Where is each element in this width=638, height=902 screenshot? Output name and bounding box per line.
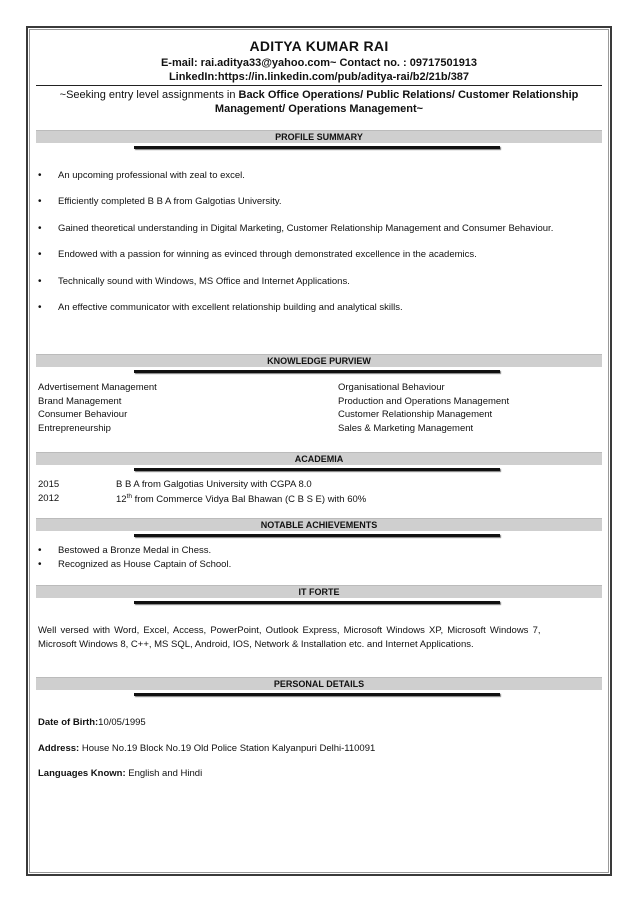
knowledge-item: Entrepreneurship (38, 422, 111, 434)
section-underline (134, 146, 500, 149)
contact-line: E-mail: rai.aditya33@yahoo.com~ Contact no. : 09717501913 (160, 57, 478, 69)
section-underline (134, 468, 500, 471)
section-underline (134, 370, 500, 373)
academia-year: 2012 (38, 493, 60, 504)
bullet-icon: • (38, 276, 42, 287)
bullet-icon: • (38, 196, 42, 207)
address: Address: House No.19 Block No.19 Old Police Station Kalyanpuri Delhi-110091 (38, 743, 376, 754)
section-underline (134, 693, 500, 696)
section-header-it-forte: IT FORTE (36, 585, 602, 598)
section-header-knowledge-purview: KNOWLEDGE PURVIEW (36, 354, 602, 367)
knowledge-item: Sales & Marketing Management (338, 422, 474, 434)
bullet-icon: • (38, 170, 42, 181)
knowledge-item: Brand Management (38, 395, 122, 407)
section-underline (134, 601, 500, 604)
knowledge-left-column (38, 381, 157, 435)
bullet-icon: • (38, 302, 42, 313)
bullet-icon: • (38, 249, 42, 260)
date-of-birth: Date of Birth:10/05/1995 (38, 717, 146, 728)
languages-known: Languages Known: English and Hindi (38, 768, 203, 779)
candidate-name: ADITYA KUMAR RAI (249, 38, 389, 54)
it-skills-line-1: Well versed with Word, Excel, Access, PowerPoint, Outlook Express, Microsoft Windows XP, Microsoft Windows 7, (38, 625, 541, 636)
it-skills-line-2: Microsoft Windows 8, C++, MS SQL, Android, IOS, Network & Installation etc. and Internet Applications. (38, 639, 474, 650)
knowledge-item: Organisational Behaviour (338, 382, 445, 393)
bullet-icon: • (38, 545, 42, 556)
section-header-notable-achievements: NOTABLE ACHIEVEMENTS (36, 518, 602, 531)
bullet-icon: • (38, 559, 42, 570)
objective-target-roles: Back Office Operations/ Public Relations/ Customer Relationship (238, 89, 579, 101)
objective-target-roles-cont: Management/ Operations Management~ (214, 103, 424, 115)
section-header-personal-details: PERSONAL DETAILS (36, 677, 602, 690)
section-header-academia: ACADEMIA (36, 452, 602, 465)
objective-prefix: ~Seeking entry level assignments in (59, 89, 239, 101)
knowledge-item: Consumer Behaviour (38, 409, 128, 420)
knowledge-item: Customer Relationship Management (338, 409, 493, 420)
bullet-icon: • (38, 223, 42, 234)
linkedin-line: LinkedIn:https://in.linkedin.com/pub/aditya-rai/b2/21b/387 (168, 71, 470, 83)
academia-year: 2015 (38, 479, 60, 490)
knowledge-item: Production and Operations Management (338, 395, 510, 407)
academia-detail: 12th from Commerce Vidya Bal Bhawan (C B S E) with 60% (116, 493, 367, 506)
career-objective (40, 88, 598, 116)
header-rule (36, 85, 602, 86)
knowledge-right-column (338, 381, 509, 435)
section-header-profile-summary: PROFILE SUMMARY (36, 130, 602, 143)
section-underline (134, 534, 500, 537)
knowledge-item: Advertisement Management (38, 382, 157, 393)
academia-detail: B B A from Galgotias University with CGPA 8.0 (116, 479, 312, 490)
